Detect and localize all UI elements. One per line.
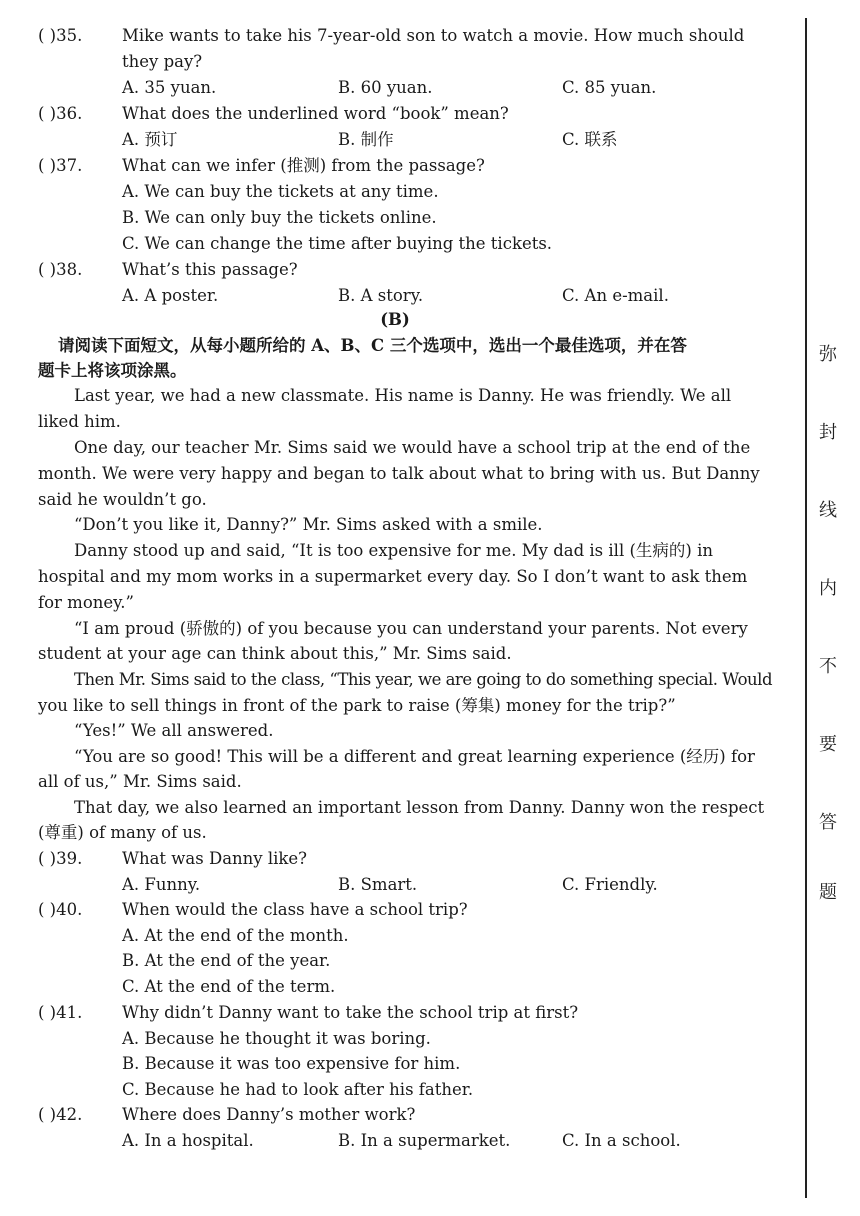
answer-bracket[interactable]: ( )41.: [38, 1003, 83, 1022]
answer-bracket[interactable]: ( )39.: [38, 849, 83, 868]
question-text: What can we infer (推测) from the passage?: [122, 156, 485, 175]
option-b: B. At the end of the year.: [122, 951, 331, 970]
option-b: B. 60 yuan.: [338, 78, 433, 97]
seal-margin-char: 线: [819, 500, 837, 521]
question-text: When would the class have a school trip?: [122, 900, 468, 919]
passage-line: “Don’t you like it, Danny?” Mr. Sims asked with a smile.: [74, 515, 543, 534]
passage-line: One day, our teacher Mr. Sims said we would have a school trip at the end of the: [74, 438, 751, 457]
question-text: Mike wants to take his 7-year-old son to watch a movie. How much should: [122, 26, 745, 45]
option-a: A. 预订: [122, 130, 178, 149]
option-a: A. In a hospital.: [122, 1131, 254, 1150]
question-text: Where does Danny’s mother work?: [122, 1105, 416, 1124]
passage-line: “I am proud (骄傲的) of you because you can understand your parents. Not every: [74, 619, 748, 638]
option-b: B. Because it was too expensive for him.: [122, 1054, 461, 1073]
passage-line: for money.”: [38, 593, 134, 612]
seal-margin-char: 弥: [819, 344, 837, 365]
option-c: C. 85 yuan.: [562, 78, 657, 97]
option-c: C. In a school.: [562, 1131, 681, 1150]
option-a: A. A poster.: [122, 286, 219, 305]
option-b: B. We can only buy the tickets online.: [122, 208, 437, 227]
instructions-continued: 题卡上将该项涂黑。: [38, 361, 187, 380]
option-c: C. An e-mail.: [562, 286, 669, 305]
seal-margin-char: 要: [819, 734, 837, 755]
passage-line: month. We were very happy and began to talk about what to bring with us. But Danny: [38, 464, 760, 483]
answer-bracket[interactable]: ( )37.: [38, 156, 83, 175]
passage-line: student at your age can think about this,” Mr. Sims said.: [38, 644, 512, 663]
option-c: C. We can change the time after buying the tickets.: [122, 234, 553, 253]
seal-line: [805, 18, 807, 1198]
option-a: A. Funny.: [122, 875, 201, 894]
passage-line: Danny stood up and said, “It is too expensive for me. My dad is ill (生病的) in: [74, 541, 713, 560]
answer-bracket[interactable]: ( )42.: [38, 1105, 83, 1124]
option-c: C. At the end of the term.: [122, 977, 336, 996]
seal-margin-char: 内: [819, 578, 837, 599]
question-text-continued: they pay?: [122, 52, 203, 71]
answer-bracket[interactable]: ( )35.: [38, 26, 83, 45]
section-heading: (B): [380, 310, 410, 329]
seal-margin-char: 封: [819, 422, 837, 443]
passage-line: you like to sell things in front of the park to raise (筹集) money for the trip?”: [38, 696, 676, 715]
option-c: C. 联系: [562, 130, 618, 149]
option-a: A. Because he thought it was boring.: [122, 1029, 431, 1048]
passage-line: Then Mr. Sims said to the class, “This year, we are going to do something special. Would: [74, 670, 773, 689]
option-b: B. 制作: [338, 130, 394, 149]
passage-line: liked him.: [38, 412, 121, 431]
instructions: 请阅读下面短文，从每小题所给的 A、B、C 三个选项中，选出一个最佳选项，并在答: [58, 336, 687, 355]
option-b: B. A story.: [338, 286, 424, 305]
passage-line: said he wouldn’t go.: [38, 490, 207, 509]
answer-bracket[interactable]: ( )40.: [38, 900, 83, 919]
passage-line: (尊重) of many of us.: [38, 823, 207, 842]
question-text: What’s this passage?: [122, 260, 298, 279]
seal-margin-char: 题: [819, 882, 837, 903]
passage-line: all of us,” Mr. Sims said.: [38, 772, 242, 791]
option-b: B. Smart.: [338, 875, 418, 894]
answer-bracket[interactable]: ( )36.: [38, 104, 83, 123]
option-c: C. Because he had to look after his father.: [122, 1080, 474, 1099]
question-text: What does the underlined word “book” mean?: [122, 104, 509, 123]
question-text: Why didn’t Danny want to take the school trip at first?: [122, 1003, 579, 1022]
answer-bracket[interactable]: ( )38.: [38, 260, 83, 279]
passage-line: That day, we also learned an important lesson from Danny. Danny won the respect: [74, 798, 765, 817]
option-c: C. Friendly.: [562, 875, 658, 894]
passage-line: “You are so good! This will be a different and great learning experience (经历) for: [74, 747, 755, 766]
seal-margin-char: 答: [819, 812, 837, 833]
option-b: B. In a supermarket.: [338, 1131, 511, 1150]
option-a: A. We can buy the tickets at any time.: [122, 182, 439, 201]
option-a: A. At the end of the month.: [122, 926, 349, 945]
passage-line: “Yes!” We all answered.: [74, 721, 274, 740]
question-text: What was Danny like?: [122, 849, 308, 868]
passage-line: Last year, we had a new classmate. His name is Danny. He was friendly. We all: [74, 386, 732, 405]
option-a: A. 35 yuan.: [122, 78, 217, 97]
seal-margin-char: 不: [819, 656, 837, 677]
passage-line: hospital and my mom works in a supermarket every day. So I don’t want to ask them: [38, 567, 748, 586]
